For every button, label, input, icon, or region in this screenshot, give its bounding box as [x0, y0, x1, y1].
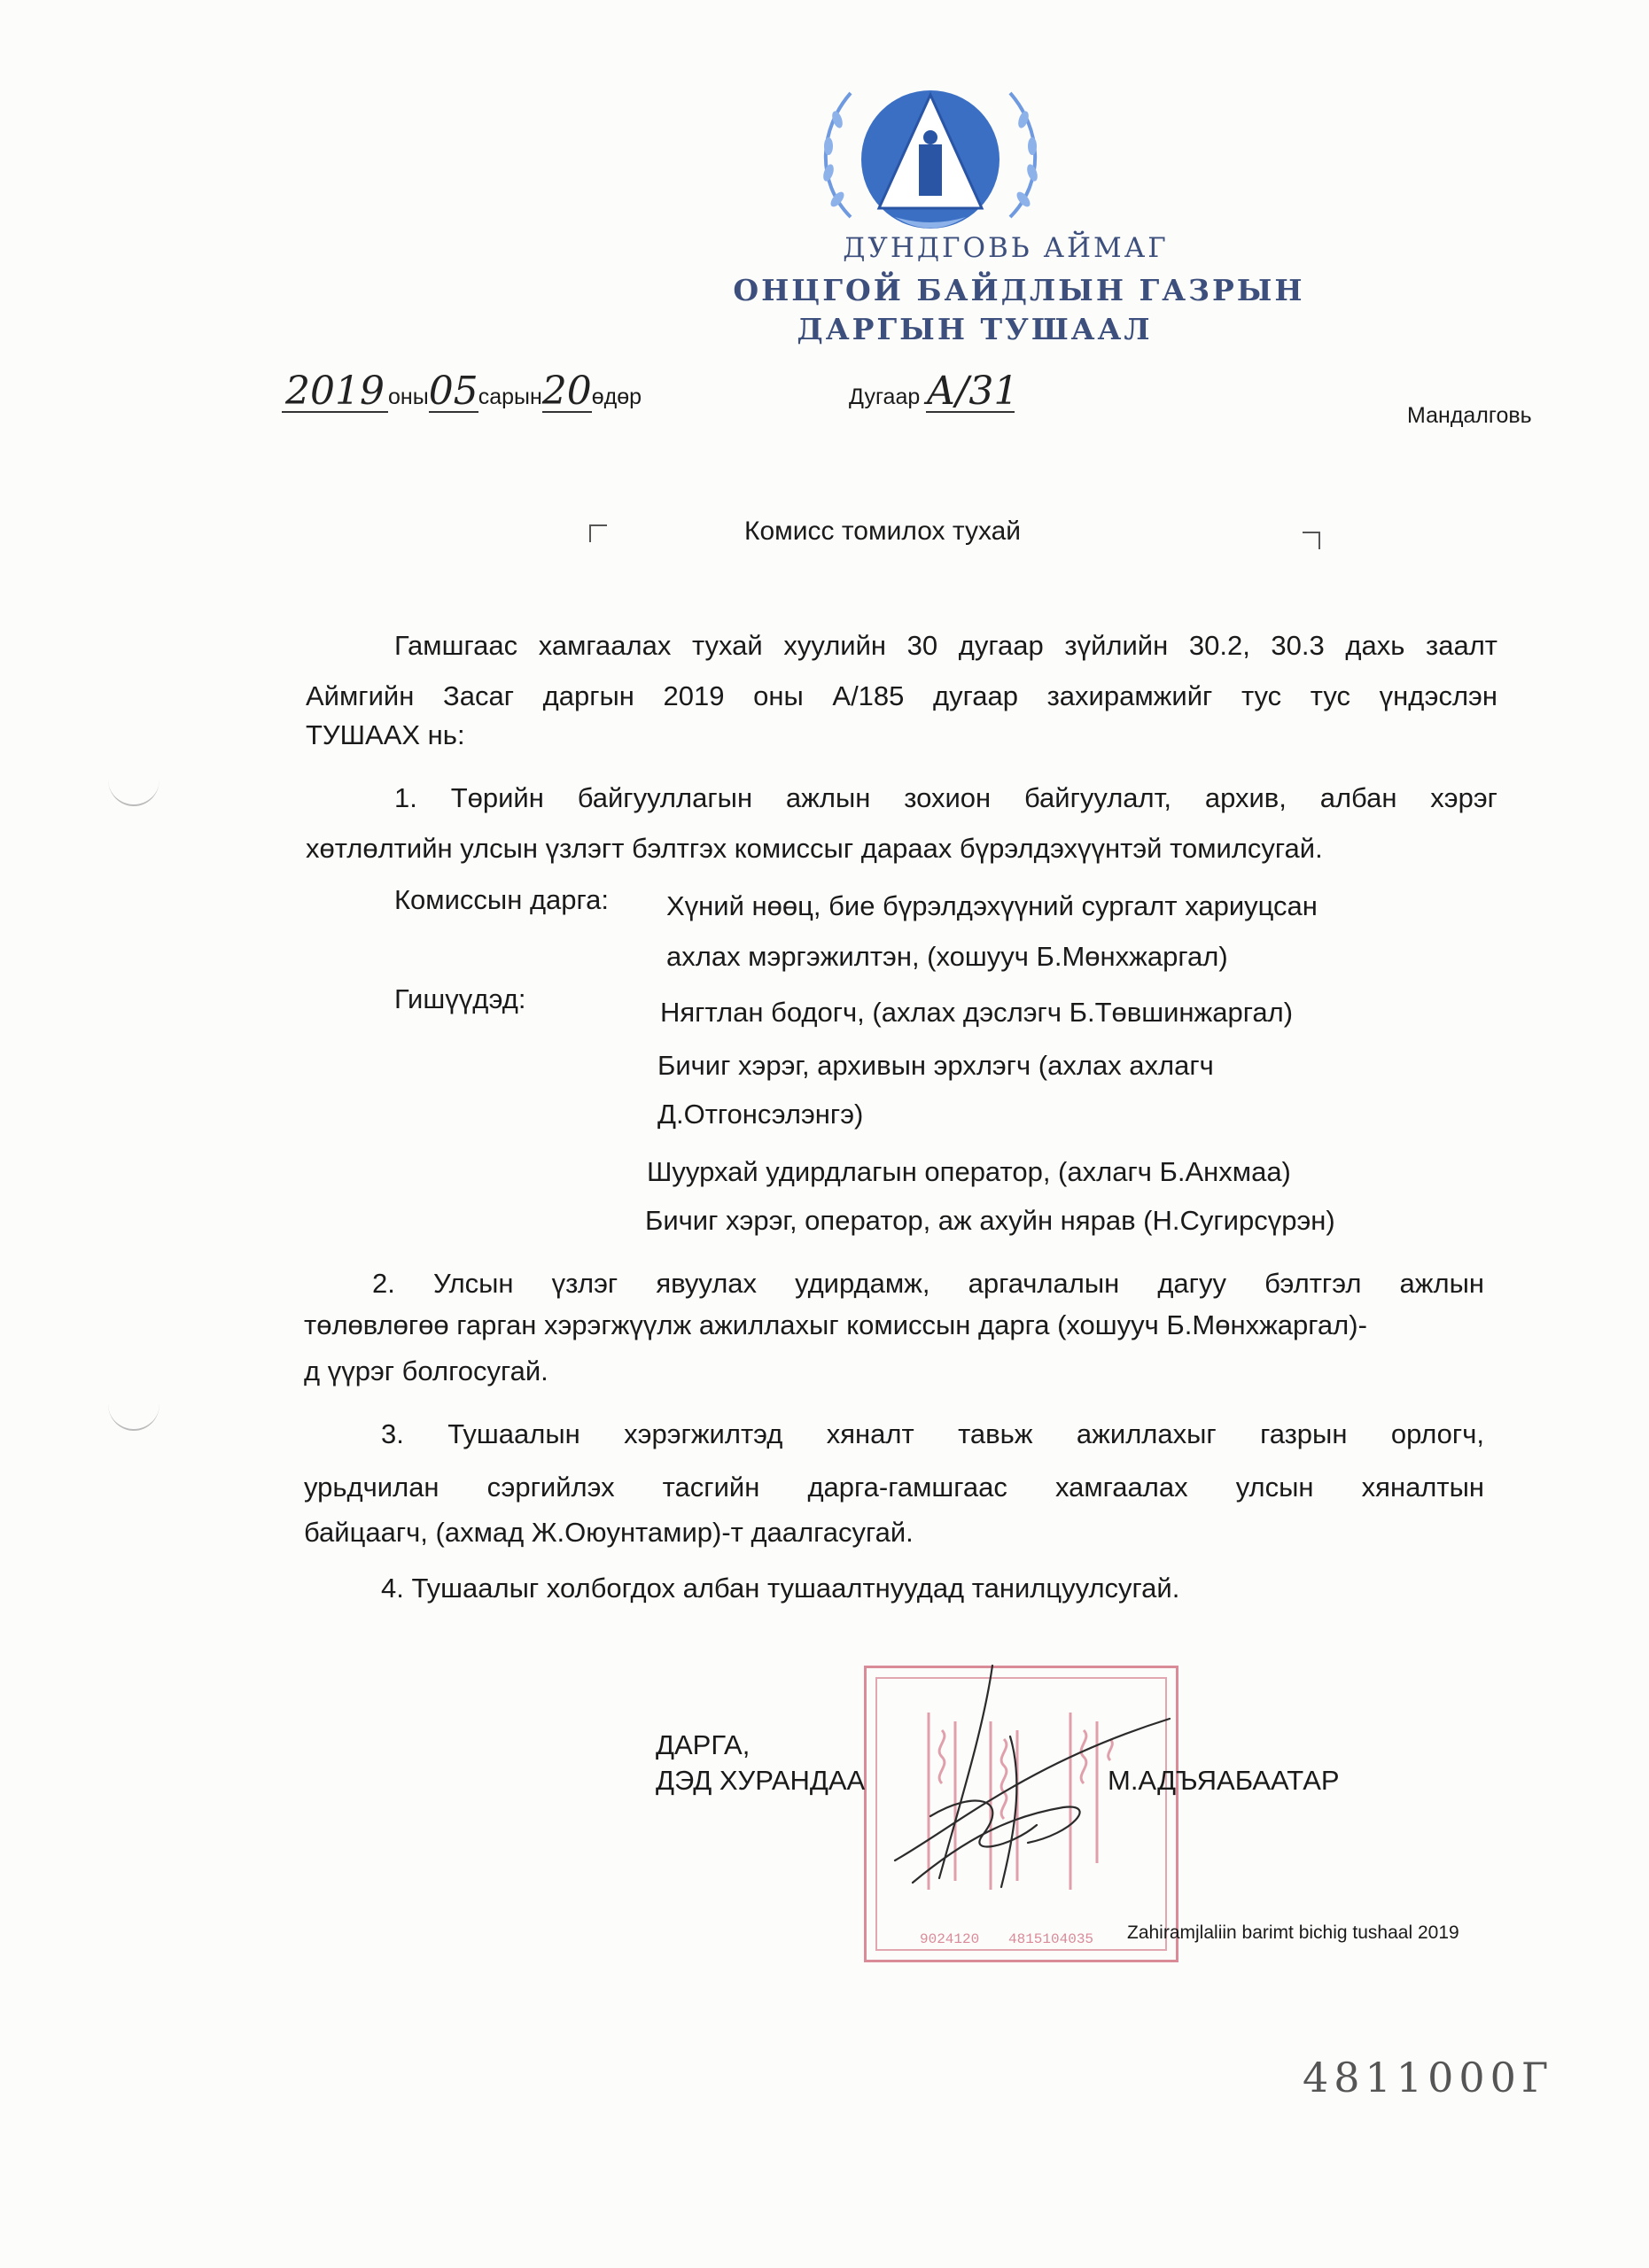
item-2-line-1: 2. Улсын үзлэг явуулах удирдамж, аргачлалын дагуу бэлтгэл ажлын [372, 1268, 1484, 1299]
stamp-number-right: 4815104035 [1008, 1931, 1094, 1947]
commission-member-2-line-1: Бичиг хэрэг, архивын эрхлэгч (ахлах ахлагч [657, 1050, 1214, 1081]
commission-member-4: Бичиг хэрэг, оператор, аж ахуйн нярав (Н.Сугирсүрэн) [645, 1205, 1335, 1236]
title-corner-left [589, 524, 607, 542]
handwritten-month: 05 [428, 369, 478, 414]
commission-member-1: Нягтлан бодогч, (ахлах дэслэгч Б.Төвшинжаргал) [660, 997, 1294, 1028]
item-3-line-1: 3. Тушаалын хэрэгжилтэд хяналт тавьж ажиллахыг газрын орлогч, [381, 1418, 1484, 1449]
handwritten-signature-icon [877, 1657, 1178, 1914]
order-number-label: Дугаар [849, 384, 921, 409]
month-suffix: сарын [478, 384, 542, 409]
year-suffix: оны [388, 384, 429, 409]
title-corner-right [1303, 532, 1320, 549]
signatory-position-2: ДЭД ХУРАНДАА [656, 1765, 866, 1796]
item-2-line-3: д үүрэг болгосугай. [304, 1355, 548, 1386]
commission-member-3: Шуурхай удирдлагын оператор, (ахлагч Б.Анхмаа) [647, 1156, 1291, 1187]
item-4: 4. Тушаалыг холбогдох албан тушаалтнуудад танилцуулсугай. [381, 1573, 1180, 1604]
archive-caption: Zahiramjlaliin barimt bichig tushaal 2019 [1127, 1922, 1459, 1943]
handwritten-order-number: А/31 [926, 369, 1019, 414]
commission-members-label: Гишүүдэд: [394, 983, 526, 1014]
handwritten-day: 20 [541, 369, 592, 414]
item-3-line-2: урьдчилан сэргийлэх тасгийн дарга-гамшгаас хамгаалах улсын хяналтын [304, 1472, 1484, 1503]
punch-hole-top [108, 753, 159, 806]
item-1-line-2: хөтлөлтийн улсын үзлэгт бэлтгэх комиссыг дараах бүрэлдэхүүнтэй томилсугай. [306, 833, 1323, 864]
commission-member-2-line-2: Д.Отгонсэлэнгэ) [657, 1099, 864, 1130]
preamble-line-1: Гамшгаас хамгаалах тухай хуулийн 30 дугаар зүйлийн 30.2, 30.3 дахь заалт [394, 630, 1497, 661]
item-1-line-1: 1. Төрийн байгууллагын ажлын зохион байгуулалт, архив, албан хэрэг [394, 782, 1497, 813]
item-2-line-2: төлөвлөгөө гарган хэрэгжүүлж ажиллахыг комиссын дарга (хошууч Б.Мөнхжаргал)- [304, 1309, 1367, 1340]
dateline [282, 369, 642, 414]
day-suffix: өдөр [591, 384, 642, 409]
header-agency: ОНЦГОЙ БАЙДЛЫН ГАЗРЫН [733, 273, 1305, 307]
item-3-line-3: байцаагч, (ахмад Ж.Оюунтамир)-т даалгасугай. [304, 1517, 914, 1548]
punch-hole-bottom [108, 1378, 159, 1431]
preamble-line-2: Аймгийн Засаг даргын 2019 оны А/185 дугаар захирамжийг тус тус үндэслэн [306, 680, 1497, 711]
registration-number: 4811000Г [1303, 2054, 1554, 2101]
commission-chair-line-2: ахлах мэргэжилтэн, (хошууч Б.Мөнхжаргал) [666, 941, 1228, 972]
preamble-line-3: ТУШААХ нь: [306, 719, 465, 750]
signatory-position-1: ДАРГА, [656, 1729, 751, 1760]
document-title: Комисс томилох тухай [744, 517, 1022, 546]
order-number [849, 369, 1019, 414]
handwritten-year: 2019 [282, 372, 388, 413]
signatory-name: М.АДЪЯАБААТАР [1108, 1765, 1340, 1796]
header-province: ДУНДГОВЬ АЙМАГ [843, 232, 1169, 264]
mongolia-soyombo-emblem-icon [797, 75, 1063, 252]
commission-chair-line-1: Хүний нөөц, бие бүрэлдэхүүний сургалт хариуцсан [666, 890, 1318, 921]
stamp-number-left: 9024120 [920, 1931, 980, 1947]
place-of-issue: Мандалговь [1407, 403, 1532, 428]
header-order-type: ДАРГЫН ТУШААЛ [797, 312, 1153, 346]
commission-chair-label: Комиссын дарга: [394, 884, 609, 915]
